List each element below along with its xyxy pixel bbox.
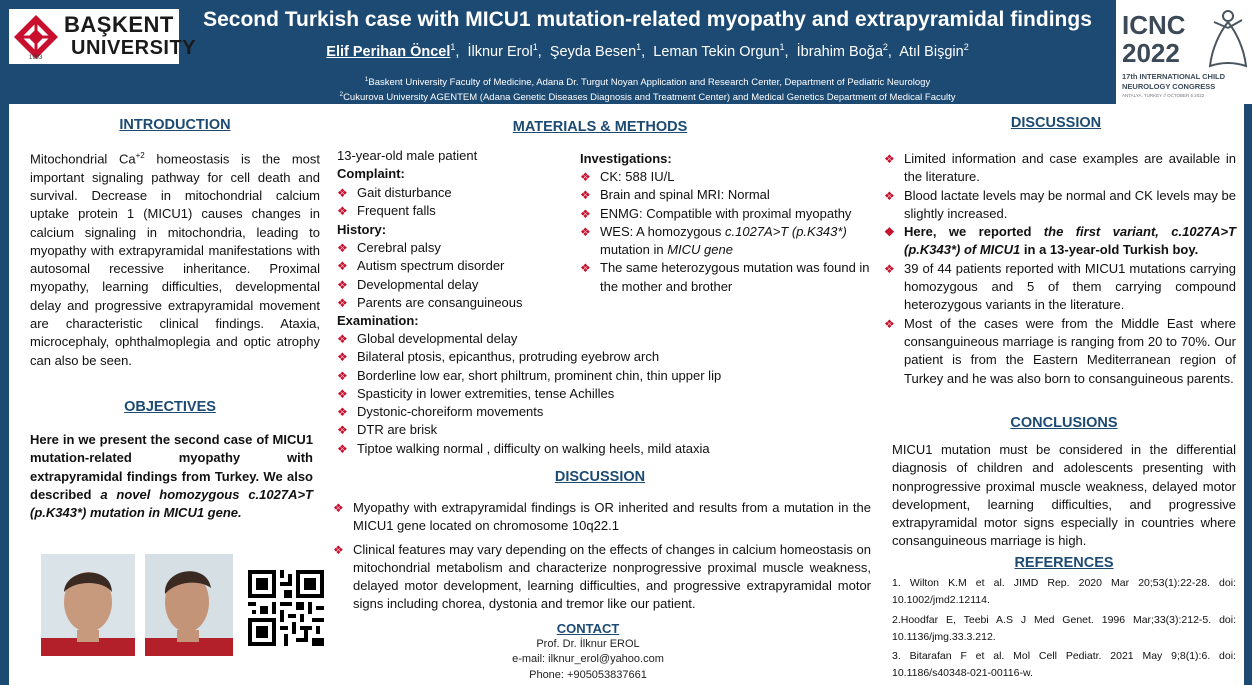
investigations-list xyxy=(580,168,875,296)
qr-code-image xyxy=(248,570,324,646)
list-item: ❖ CK: 588 IU/L xyxy=(580,168,875,186)
author-name: Şeyda Besen xyxy=(549,43,637,60)
contact-name: Prof. Dr. İlknur EROL xyxy=(536,637,640,650)
poster-title: Second Turkish case with MICU1 mutation-related myopathy and extrapyramidal findings xyxy=(203,8,1092,31)
baskent-emblem-icon xyxy=(13,14,59,60)
objectives-heading: OBJECTIVES xyxy=(124,399,216,415)
icnc-logo-line1: ICNC xyxy=(1122,10,1186,40)
author-name: İbrahim Boğa xyxy=(796,43,883,60)
author-name: Atıl Bişgin xyxy=(899,43,964,60)
whirling-dervish-icon xyxy=(1208,8,1248,70)
author-name: Elif Perihan Öncel xyxy=(326,43,451,60)
list-item: ❖ Limited information and case examples are available in the literature. xyxy=(884,150,1236,187)
contact-heading: CONTACT xyxy=(556,621,620,636)
patient-profile-image xyxy=(145,554,233,656)
list-item: ❖ Most of the cases were from the Middle East where consanguineous marriage is ranging from 20 to 70%. Our patient is from the Eastern Mediterranean region of Turkey and he was also born to consanguineous parents. xyxy=(884,315,1236,388)
investigations-label: Investigations: xyxy=(580,151,672,166)
list-item: ❖ Global developmental delay xyxy=(337,330,837,348)
conclusions-text: MICU1 mutation must be considered in the differential diagnosis of children and adolescents presenting with nonprogressive proximal muscle weakness, delayed motor development, learning difficulties, and progressive extrapyramidal motor signs especially in countries where consanguineous marriage is high. xyxy=(892,442,1236,549)
patient-description: 13-year-old male patient xyxy=(337,148,478,163)
list-item: ❖ Myopathy with extrapyramidal findings is OR inherited and results from a mutation in the MICU1 gene located on chromosome 10q22.1 xyxy=(333,499,871,536)
affiliations xyxy=(180,74,1115,103)
author-affiliation-mark: 1 xyxy=(532,42,538,52)
list-item: ❖ Gait disturbance xyxy=(337,184,577,202)
discussion-mid-list xyxy=(333,499,871,614)
author-name: Leman Tekin Orgun xyxy=(653,43,780,60)
qr-code[interactable] xyxy=(248,570,324,646)
objectives-text: Here in we present the second case of MICU1 mutation-related myopathy with extrapyramidal findings from Turkey. We also described a novel homozygous c.1027A>T (p.K343*) mutation in MICU1 gene. xyxy=(30,432,313,521)
references-heading: REFERENCES xyxy=(1014,555,1114,571)
affiliation-line: $^1$Baskent University Faculty of Medicine, Adana Dr. Turgut Noyan Application and Research Center, Department of Pediatric Neurology xyxy=(364,76,931,89)
list-item: ❖ Parents are consanguineous xyxy=(337,294,577,312)
icnc-logo-line3: 17th INTERNATIONAL CHILD xyxy=(1122,72,1226,81)
patient-photo-profile xyxy=(145,554,233,656)
contact-email[interactable]: e-mail: ilknur_erol@yahoo.com xyxy=(512,653,664,665)
list-item: ❖ Clinical features may vary depending on the effects of changes in calcium homeostasis on mitochondrial metabolism and characterize nonprogressive proximal muscle weakness, delayed motor development, learning difficulties, and progressive extrapyramidal motor signs including chorea, dystonia and tremor like our patient. xyxy=(333,541,871,614)
reference-item: 3. Bitarafan F et al. Mol Cell Pediatr. 2021 May 9;8(1):6. doi: 10.1186/s40348-021-00116-w. xyxy=(892,650,1236,680)
complaint-list xyxy=(337,184,577,221)
reference-item: 1. Wilton K.M et al. JIMD Rep. 2020 Mar 20;53(1):22-28. doi: 10.1002/jmd2.12114. xyxy=(892,577,1236,607)
baskent-university-logo xyxy=(9,9,197,64)
examination-label: Examination: xyxy=(337,313,419,328)
icnc-congress-logo xyxy=(1116,0,1252,104)
author-affiliation-mark: 2 xyxy=(882,42,888,52)
discussion-mid-heading: DISCUSSION xyxy=(554,469,646,485)
list-item: ❖ DTR are brisk xyxy=(337,421,837,439)
list-item: ❖ Bilateral ptosis, epicanthus, protruding eyebrow arch xyxy=(337,348,837,366)
logo-year: 1993 xyxy=(29,55,43,61)
clinical-findings xyxy=(337,147,577,184)
list-item: ❖ Spasticity in lower extremities, tense Achilles xyxy=(337,385,837,403)
icnc-logo-line2: 2022 xyxy=(1122,38,1180,68)
author-affiliation-mark: 1 xyxy=(779,42,785,52)
logo-text-line1: BAŞKENT xyxy=(64,12,174,37)
author-name: İlknur Erol xyxy=(467,43,533,60)
author-affiliation-mark: 1 xyxy=(636,42,642,52)
list-item: ❖ Dystonic-choreiform movements xyxy=(337,403,837,421)
introduction-text: Mitochondrial $Ca^{+2}$ homeostasis is the most important signaling pathway for cell death and survival. Decrease in mitochondrial calcium uptake protein 1 (MICU1) causes changes in calcium signaling in mitochondria, leading to myopathy with extrapyramidal manifestations with autosomal recessive inheritance. Proximal myopathy, learning difficulties, developmental delay and progressive extrapyramidal movement are characteristic clinical findings. Ataxia, microcephaly, ophthalmoplegia and optic atrophy can also be seen. xyxy=(30,151,321,368)
list-item: ❖ WES: A homozygous c.1027A>T (p.K343*) mutation in MICU gene xyxy=(580,223,875,260)
right-border xyxy=(1244,104,1252,685)
list-item: ❖ Autism spectrum disorder xyxy=(337,257,577,275)
patient-photo-front xyxy=(41,554,135,656)
list-item: ❖ ENMG: Compatible with proximal myopathy xyxy=(580,205,875,223)
icnc-logo-line5: ANTALYA, TURKEY // OCTOBER 5 2022 xyxy=(1122,93,1205,98)
author-list: Elif Perihan Öncel$^1$, İlknur Erol$^1$, Şeyda Besen$^1$, Leman Tekin Orgun$^1$, İbrahim Boğa$^2$, Atıl Bişgin$^2$ xyxy=(326,42,969,60)
list-item: ❖ Developmental delay xyxy=(337,276,577,294)
list-item: ❖ Borderline low ear, short philtrum, prominent chin, thin upper lip xyxy=(337,367,837,385)
icnc-logo-line4: NEUROLOGY CONGRESS xyxy=(1122,82,1216,91)
list-item: ❖ Blood lactate levels may be normal and CK levels may be slightly increased. xyxy=(884,187,1236,224)
list-item: ❖ Cerebral palsy xyxy=(337,239,577,257)
reference-list xyxy=(892,575,1236,685)
discussion-right-heading: DISCUSSION xyxy=(1010,115,1102,131)
examination-list xyxy=(337,330,837,458)
left-border xyxy=(0,104,9,685)
introduction-heading: INTRODUCTION xyxy=(119,117,231,133)
history-list xyxy=(337,239,577,312)
logo-text-line2: UNIVERSITY xyxy=(71,37,197,59)
contact-phone: Phone: +905053837661 xyxy=(529,668,647,681)
list-item: ❖ 39 of 44 patients reported with MICU1 mutations carrying homozygous and 5 of them carrying compound heterozygous variants in the literature. xyxy=(884,260,1236,315)
list-item: ❖ Tiptoe walking normal , difficulty on walking heels, mild ataxia xyxy=(337,440,837,458)
patient-front-image xyxy=(41,554,135,656)
list-item: ❖ Here, we reported the first variant, c.1027A>T (p.K343*) of MICU1 in a 13-year-old Turkish boy. xyxy=(884,223,1236,260)
reference-item: 2.Hoodfar E, Teebi A.S J Med Genet. 1996 Mar;33(3):212-5. doi: 10.1136/jmg.33.3.212. xyxy=(892,613,1236,643)
list-item: ❖ The same heterozygous mutation was found in the mother and brother xyxy=(580,259,875,296)
author-affiliation-mark: 2 xyxy=(963,42,969,52)
complaint-label: Complaint: xyxy=(337,166,405,182)
affiliation-line: $^2$Cukurova University AGENTEM (Adana Genetic Diseases Diagnosis and Treatment Center) and Medical Genetics Department of Medical Faculty xyxy=(339,90,956,103)
history-label: History: xyxy=(337,222,387,237)
list-item: ❖ Frequent falls xyxy=(337,202,577,220)
list-item: ❖ Brain and spinal MRI: Normal xyxy=(580,186,875,204)
contact-block xyxy=(480,621,696,683)
discussion-right-list xyxy=(884,150,1236,388)
materials-methods-heading: MATERIALS & METHODS xyxy=(512,119,688,135)
author-affiliation-mark: 1 xyxy=(450,42,456,52)
conclusions-heading: CONCLUSIONS xyxy=(1010,415,1118,431)
